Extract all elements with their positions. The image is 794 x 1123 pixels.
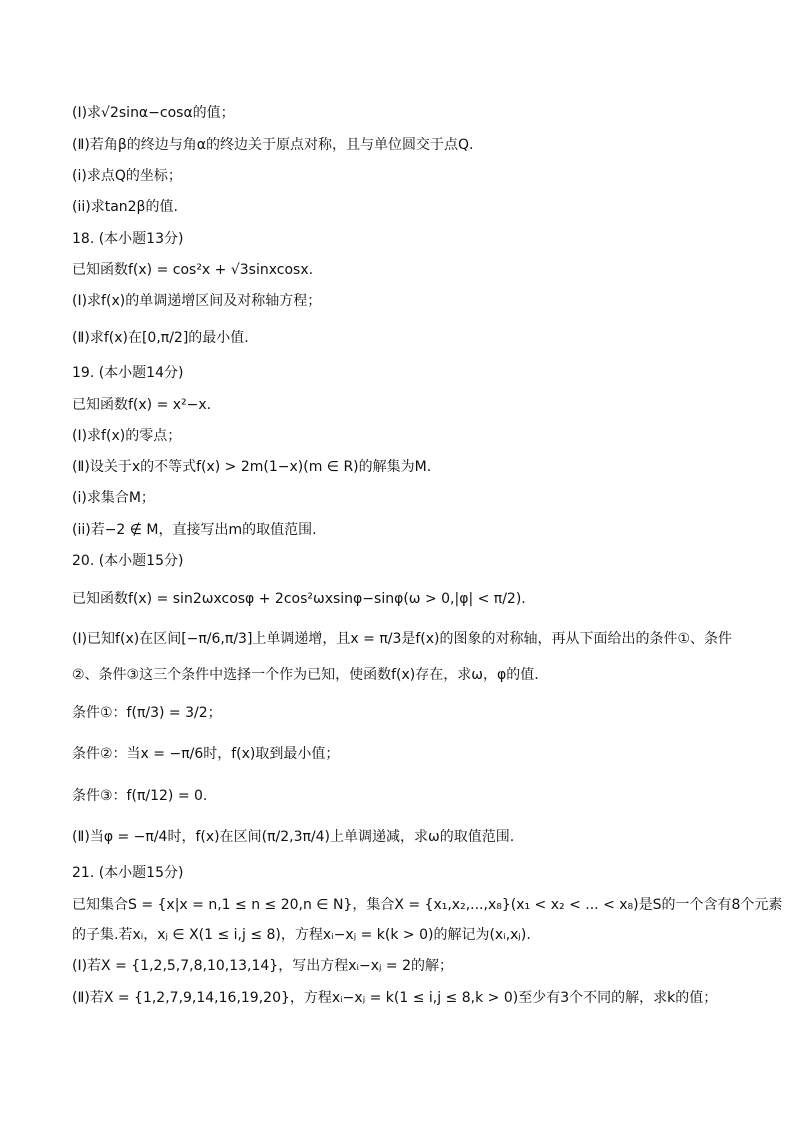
q19-part2-i: (i)求集合M； xyxy=(72,490,155,506)
q21-part1: (Ⅰ)若X = {1,2,5,7,8,10,13,14}，写出方程xᵢ−xⱼ = 2的解； xyxy=(72,958,454,974)
q18-part1: (Ⅰ)求f(x)的单调递增区间及对称轴方程； xyxy=(72,293,322,309)
q17-part1: (Ⅰ)求√2sinα−cosα的值； xyxy=(72,105,235,121)
q21-heading: 21. (本小题15分) xyxy=(72,865,184,881)
q19-part2-ii: (ii)若−2 ∉ M，直接写出m的取值范围. xyxy=(72,522,317,538)
q18-part2: (Ⅱ)求f(x)在[0,π/2]的最小值. xyxy=(72,330,249,346)
q20-stem: 已知函数f(x) = sin2ωxcosφ + 2cos²ωxsinφ−sinφ(ω > 0,|φ| < π/2). xyxy=(72,591,526,607)
q17-part2: (Ⅱ)若角β的终边与角α的终边关于原点对称，且与单位圆交于点Q. xyxy=(72,137,474,153)
q19-heading: 19. (本小题14分) xyxy=(72,365,184,381)
q20-condition-2: 条件②：当x = −π/6时，f(x)取到最小值； xyxy=(72,746,340,762)
q18-heading: 18. (本小题13分) xyxy=(72,231,184,247)
q20-condition-1: 条件①：f(π/3) = 3/2； xyxy=(72,705,222,721)
q21-part2: (Ⅱ)若X = {1,2,7,9,14,16,19,20}，方程xᵢ−xⱼ = k(1 ≤ i,j ≤ 8,k > 0)至少有3个不同的解，求k的值； xyxy=(72,990,718,1006)
q20-heading: 20. (本小题15分) xyxy=(72,553,184,569)
q20-part1-line1: (Ⅰ)已知f(x)在区间[−π/6,π/3]上单调递增，且x = π/3是f(x)的图象的对称轴，再从下面给出的条件①、条件 xyxy=(72,631,733,647)
q20-part1-line2: ②、条件③这三个条件中选择一个作为已知，使函数f(x)存在，求ω，φ的值. xyxy=(72,667,539,683)
q20-part2: (Ⅱ)当φ = −π/4时，f(x)在区间(π/2,3π/4)上单调递减，求ω的取值范围. xyxy=(72,829,515,845)
q18-stem: 已知函数f(x) = cos²x + √3sinxcosx. xyxy=(72,262,314,278)
q20-condition-3: 条件③：f(π/12) = 0. xyxy=(72,788,208,804)
q19-stem: 已知函数f(x) = x²−x. xyxy=(72,397,212,413)
q19-part1: (Ⅰ)求f(x)的零点； xyxy=(72,428,182,444)
q21-stem-line2: 的子集.若xᵢ，xⱼ ∈ X(1 ≤ i,j ≤ 8)，方程xᵢ−xⱼ = k(k > 0)的解记为(xᵢ,xⱼ). xyxy=(72,927,531,943)
q17-part2-i: (i)求点Q的坐标； xyxy=(72,168,182,184)
q17-part2-ii: (ii)求tan2β的值. xyxy=(72,199,178,215)
q19-part2: (Ⅱ)设关于x的不等式f(x) > 2m(1−x)(m ∈ R)的解集为M. xyxy=(72,459,432,475)
q21-stem-line1: 已知集合S = {x|x = n,1 ≤ n ≤ 20,n ∈ N}，集合X = {x₁,x₂,...,x₈}(x₁ < x₂ < ... < x₈)是S的一个含有8个元素 xyxy=(72,897,783,913)
